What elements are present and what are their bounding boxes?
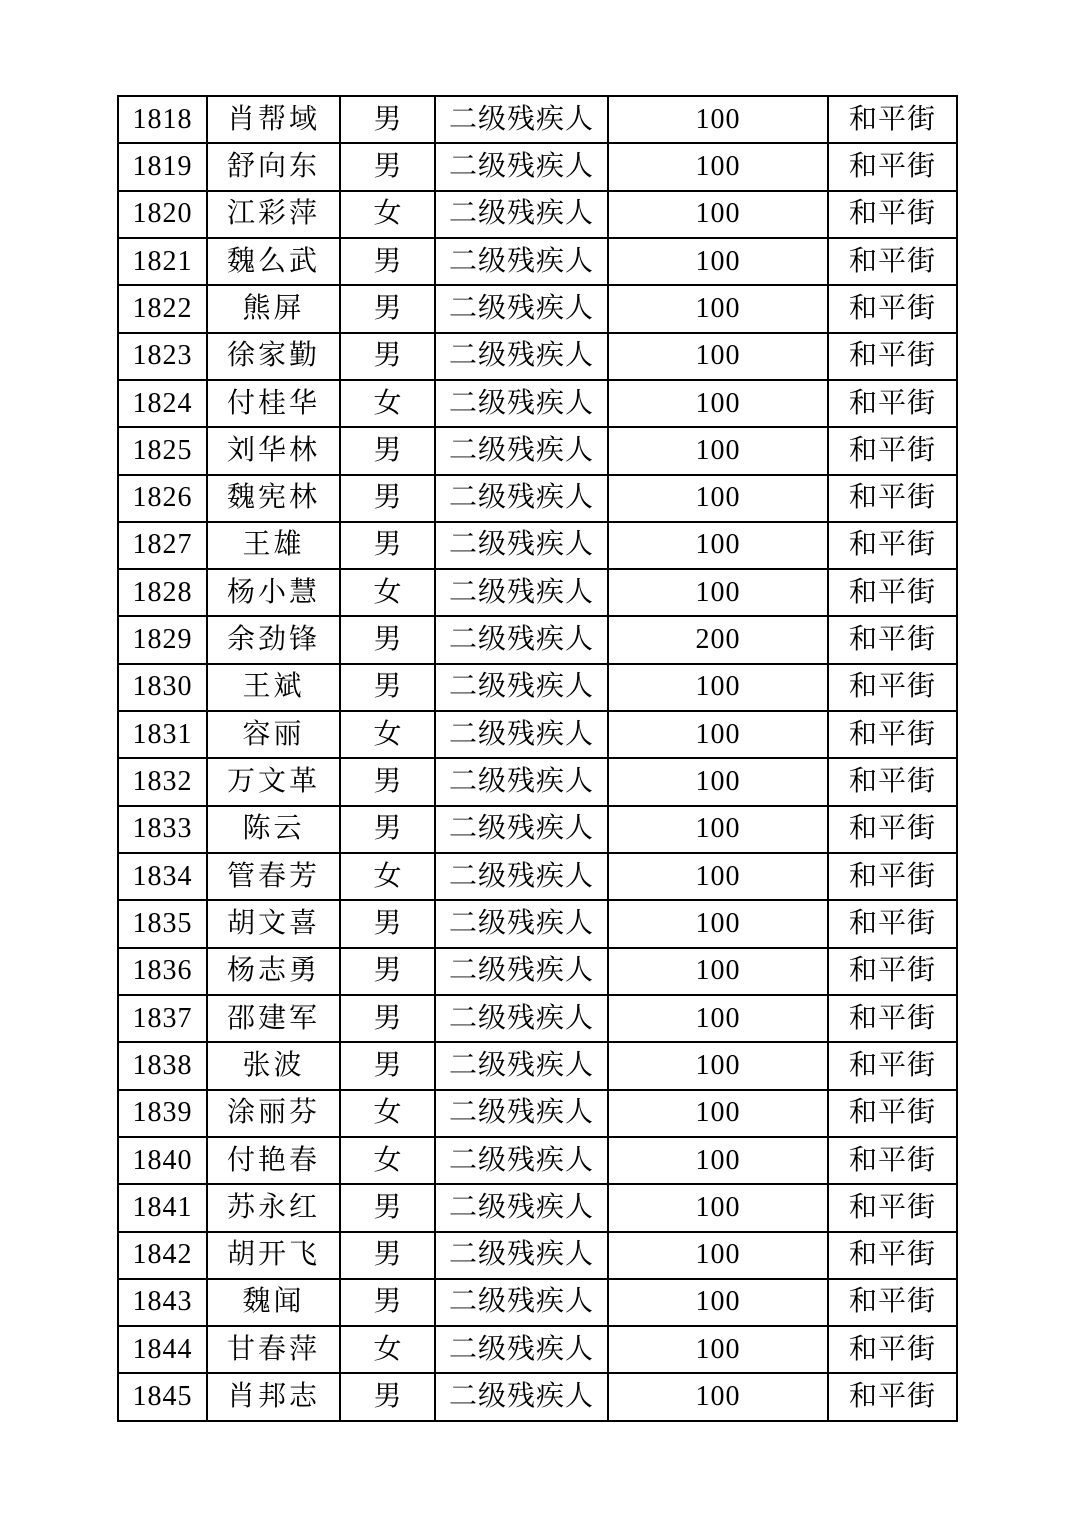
cell-category: 二级残疾人 <box>435 522 608 569</box>
cell-amount: 100 <box>608 1326 828 1373</box>
table-row <box>118 806 957 853</box>
cell-name: 付艳春 <box>207 1137 340 1184</box>
table-row <box>118 333 957 380</box>
cell-category: 二级残疾人 <box>435 475 608 522</box>
cell-amount: 100 <box>608 380 828 427</box>
cell-name: 胡文喜 <box>207 900 340 947</box>
cell-name: 徐家勤 <box>207 333 340 380</box>
cell-gender: 女 <box>340 853 435 900</box>
cell-index: 1827 <box>118 522 207 569</box>
cell-street: 和平街 <box>828 380 957 427</box>
table-row <box>118 758 957 805</box>
cell-amount: 100 <box>608 948 828 995</box>
table-row <box>118 853 957 900</box>
cell-amount: 100 <box>608 664 828 711</box>
table-row <box>118 475 957 522</box>
cell-index: 1845 <box>118 1373 207 1420</box>
cell-gender: 女 <box>340 191 435 238</box>
cell-category: 二级残疾人 <box>435 1137 608 1184</box>
cell-gender: 女 <box>340 1326 435 1373</box>
cell-name: 魏么武 <box>207 238 340 285</box>
cell-category: 二级残疾人 <box>435 143 608 190</box>
subsidy-table <box>117 95 958 1422</box>
cell-index: 1819 <box>118 143 207 190</box>
cell-gender: 男 <box>340 522 435 569</box>
cell-gender: 男 <box>340 96 435 143</box>
cell-street: 和平街 <box>828 616 957 663</box>
cell-amount: 100 <box>608 711 828 758</box>
table-row <box>118 1137 957 1184</box>
table-row <box>118 569 957 616</box>
cell-street: 和平街 <box>828 1279 957 1326</box>
cell-name: 邵建军 <box>207 995 340 1042</box>
cell-name: 杨志勇 <box>207 948 340 995</box>
cell-name: 刘华林 <box>207 427 340 474</box>
cell-index: 1839 <box>118 1090 207 1137</box>
cell-street: 和平街 <box>828 995 957 1042</box>
cell-name: 管春芳 <box>207 853 340 900</box>
cell-street: 和平街 <box>828 333 957 380</box>
cell-category: 二级残疾人 <box>435 806 608 853</box>
cell-name: 余劲锋 <box>207 616 340 663</box>
table-row <box>118 143 957 190</box>
cell-amount: 100 <box>608 758 828 805</box>
table-row <box>118 1184 957 1231</box>
cell-name: 肖邦志 <box>207 1373 340 1420</box>
cell-name: 容丽 <box>207 711 340 758</box>
cell-category: 二级残疾人 <box>435 1326 608 1373</box>
cell-gender: 女 <box>340 569 435 616</box>
cell-street: 和平街 <box>828 1326 957 1373</box>
cell-street: 和平街 <box>828 475 957 522</box>
cell-amount: 100 <box>608 1373 828 1420</box>
cell-street: 和平街 <box>828 711 957 758</box>
cell-gender: 男 <box>340 285 435 332</box>
cell-gender: 男 <box>340 616 435 663</box>
cell-amount: 100 <box>608 427 828 474</box>
table-row <box>118 522 957 569</box>
cell-amount: 100 <box>608 191 828 238</box>
cell-category: 二级残疾人 <box>435 96 608 143</box>
cell-index: 1822 <box>118 285 207 332</box>
cell-index: 1833 <box>118 806 207 853</box>
cell-index: 1828 <box>118 569 207 616</box>
cell-amount: 100 <box>608 569 828 616</box>
cell-amount: 100 <box>608 522 828 569</box>
cell-category: 二级残疾人 <box>435 569 608 616</box>
cell-street: 和平街 <box>828 1137 957 1184</box>
cell-amount: 100 <box>608 806 828 853</box>
cell-name: 万文革 <box>207 758 340 805</box>
cell-name: 魏宪林 <box>207 475 340 522</box>
cell-amount: 200 <box>608 616 828 663</box>
table-row <box>118 1373 957 1420</box>
cell-index: 1836 <box>118 948 207 995</box>
cell-name: 舒向东 <box>207 143 340 190</box>
cell-category: 二级残疾人 <box>435 1232 608 1279</box>
cell-amount: 100 <box>608 1090 828 1137</box>
cell-gender: 男 <box>340 664 435 711</box>
cell-index: 1831 <box>118 711 207 758</box>
cell-street: 和平街 <box>828 806 957 853</box>
cell-category: 二级残疾人 <box>435 1279 608 1326</box>
cell-gender: 女 <box>340 1137 435 1184</box>
cell-category: 二级残疾人 <box>435 1373 608 1420</box>
cell-gender: 女 <box>340 1090 435 1137</box>
cell-gender: 男 <box>340 948 435 995</box>
cell-gender: 男 <box>340 143 435 190</box>
table-row <box>118 1326 957 1373</box>
cell-index: 1829 <box>118 616 207 663</box>
cell-index: 1838 <box>118 1042 207 1089</box>
cell-street: 和平街 <box>828 664 957 711</box>
cell-name: 熊屏 <box>207 285 340 332</box>
cell-amount: 100 <box>608 1279 828 1326</box>
table-row <box>118 664 957 711</box>
cell-street: 和平街 <box>828 238 957 285</box>
table-row <box>118 285 957 332</box>
cell-gender: 女 <box>340 380 435 427</box>
cell-gender: 男 <box>340 1232 435 1279</box>
table-row <box>118 948 957 995</box>
cell-index: 1830 <box>118 664 207 711</box>
table-row <box>118 96 957 143</box>
cell-index: 1825 <box>118 427 207 474</box>
cell-category: 二级残疾人 <box>435 191 608 238</box>
cell-name: 苏永红 <box>207 1184 340 1231</box>
cell-gender: 男 <box>340 806 435 853</box>
cell-name: 付桂华 <box>207 380 340 427</box>
cell-index: 1818 <box>118 96 207 143</box>
cell-category: 二级残疾人 <box>435 995 608 1042</box>
table-row <box>118 995 957 1042</box>
cell-street: 和平街 <box>828 853 957 900</box>
cell-street: 和平街 <box>828 1184 957 1231</box>
cell-amount: 100 <box>608 900 828 947</box>
cell-index: 1835 <box>118 900 207 947</box>
cell-street: 和平街 <box>828 1373 957 1420</box>
cell-category: 二级残疾人 <box>435 711 608 758</box>
cell-index: 1823 <box>118 333 207 380</box>
table-row <box>118 380 957 427</box>
cell-name: 王斌 <box>207 664 340 711</box>
cell-amount: 100 <box>608 96 828 143</box>
cell-amount: 100 <box>608 333 828 380</box>
cell-index: 1841 <box>118 1184 207 1231</box>
table-body <box>118 96 957 1421</box>
table-row <box>118 1279 957 1326</box>
cell-category: 二级残疾人 <box>435 616 608 663</box>
cell-amount: 100 <box>608 475 828 522</box>
cell-index: 1834 <box>118 853 207 900</box>
cell-index: 1820 <box>118 191 207 238</box>
cell-category: 二级残疾人 <box>435 900 608 947</box>
cell-index: 1832 <box>118 758 207 805</box>
cell-street: 和平街 <box>828 900 957 947</box>
cell-gender: 男 <box>340 238 435 285</box>
cell-gender: 男 <box>340 1373 435 1420</box>
cell-amount: 100 <box>608 853 828 900</box>
cell-street: 和平街 <box>828 96 957 143</box>
cell-category: 二级残疾人 <box>435 758 608 805</box>
cell-index: 1840 <box>118 1137 207 1184</box>
table-row <box>118 238 957 285</box>
cell-gender: 男 <box>340 1184 435 1231</box>
cell-gender: 男 <box>340 1042 435 1089</box>
cell-index: 1826 <box>118 475 207 522</box>
cell-amount: 100 <box>608 995 828 1042</box>
cell-street: 和平街 <box>828 948 957 995</box>
cell-category: 二级残疾人 <box>435 948 608 995</box>
cell-amount: 100 <box>608 285 828 332</box>
cell-street: 和平街 <box>828 758 957 805</box>
cell-name: 涂丽芬 <box>207 1090 340 1137</box>
cell-amount: 100 <box>608 1184 828 1231</box>
cell-street: 和平街 <box>828 569 957 616</box>
cell-gender: 男 <box>340 900 435 947</box>
cell-category: 二级残疾人 <box>435 1184 608 1231</box>
table-row <box>118 427 957 474</box>
cell-street: 和平街 <box>828 522 957 569</box>
cell-name: 胡开飞 <box>207 1232 340 1279</box>
cell-category: 二级残疾人 <box>435 664 608 711</box>
cell-street: 和平街 <box>828 427 957 474</box>
table-row <box>118 711 957 758</box>
cell-name: 肖帮域 <box>207 96 340 143</box>
cell-index: 1843 <box>118 1279 207 1326</box>
cell-index: 1821 <box>118 238 207 285</box>
cell-street: 和平街 <box>828 285 957 332</box>
cell-gender: 男 <box>340 333 435 380</box>
cell-amount: 100 <box>608 143 828 190</box>
cell-name: 魏闻 <box>207 1279 340 1326</box>
table-row <box>118 900 957 947</box>
cell-amount: 100 <box>608 238 828 285</box>
table-row <box>118 1090 957 1137</box>
cell-index: 1824 <box>118 380 207 427</box>
table-row <box>118 1232 957 1279</box>
cell-gender: 女 <box>340 711 435 758</box>
cell-street: 和平街 <box>828 143 957 190</box>
cell-name: 陈云 <box>207 806 340 853</box>
cell-gender: 男 <box>340 758 435 805</box>
cell-amount: 100 <box>608 1232 828 1279</box>
table-row <box>118 191 957 238</box>
cell-category: 二级残疾人 <box>435 238 608 285</box>
table-row <box>118 616 957 663</box>
cell-street: 和平街 <box>828 1232 957 1279</box>
cell-category: 二级残疾人 <box>435 853 608 900</box>
cell-category: 二级残疾人 <box>435 1042 608 1089</box>
cell-gender: 男 <box>340 475 435 522</box>
cell-category: 二级残疾人 <box>435 285 608 332</box>
cell-amount: 100 <box>608 1137 828 1184</box>
cell-gender: 男 <box>340 1279 435 1326</box>
cell-street: 和平街 <box>828 1090 957 1137</box>
cell-index: 1842 <box>118 1232 207 1279</box>
cell-name: 甘春萍 <box>207 1326 340 1373</box>
cell-index: 1837 <box>118 995 207 1042</box>
cell-name: 张波 <box>207 1042 340 1089</box>
cell-name: 杨小慧 <box>207 569 340 616</box>
cell-gender: 男 <box>340 427 435 474</box>
cell-category: 二级残疾人 <box>435 1090 608 1137</box>
cell-category: 二级残疾人 <box>435 333 608 380</box>
cell-gender: 男 <box>340 995 435 1042</box>
cell-street: 和平街 <box>828 1042 957 1089</box>
cell-name: 江彩萍 <box>207 191 340 238</box>
cell-amount: 100 <box>608 1042 828 1089</box>
cell-index: 1844 <box>118 1326 207 1373</box>
cell-name: 王雄 <box>207 522 340 569</box>
cell-category: 二级残疾人 <box>435 380 608 427</box>
table-row <box>118 1042 957 1089</box>
cell-street: 和平街 <box>828 191 957 238</box>
cell-category: 二级残疾人 <box>435 427 608 474</box>
